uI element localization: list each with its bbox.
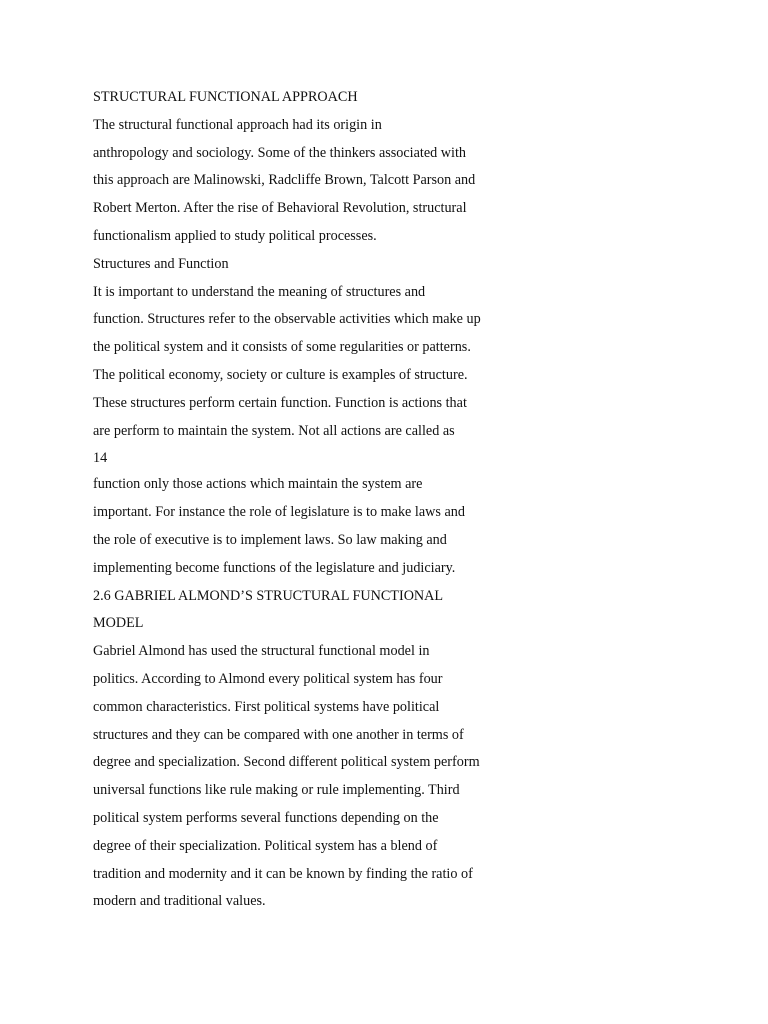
- paragraph-line: The structural functional approach had its origin in: [93, 116, 382, 133]
- paragraph-line: function. Structures refer to the observable activities which make up: [93, 311, 481, 328]
- paragraph-line: political system performs several functions depending on the: [93, 809, 439, 826]
- paragraph-line: the role of executive is to implement laws. So law making and: [93, 531, 447, 548]
- paragraph-line: modern and traditional values.: [93, 893, 266, 910]
- paragraph-line: function only those actions which maintain the system are: [93, 476, 423, 493]
- page-number: 14: [93, 450, 108, 467]
- paragraph-line: the political system and it consists of some regularities or patterns.: [93, 339, 471, 356]
- section-heading: MODEL: [93, 615, 144, 632]
- paragraph-line: degree and specialization. Second different political system perform: [93, 754, 480, 771]
- paragraph-line: These structures perform certain function. Function is actions that: [93, 394, 467, 411]
- paragraph-line: important. For instance the role of legislature is to make laws and: [93, 504, 465, 521]
- paragraph-line: politics. According to Almond every political system has four: [93, 670, 443, 687]
- paragraph-line: degree of their specialization. Political system has a blend of: [93, 837, 438, 854]
- paragraph-line: Gabriel Almond has used the structural functional model in: [93, 643, 430, 660]
- paragraph-line: this approach are Malinowski, Radcliffe Brown, Talcott Parson and: [93, 172, 476, 189]
- paragraph-line: structures and they can be compared with one another in terms of: [93, 726, 464, 743]
- paragraph-line: anthropology and sociology. Some of the thinkers associated with: [93, 144, 467, 161]
- document-body: [93, 84, 533, 916]
- paragraph-line: are perform to maintain the system. Not all actions are called as: [93, 422, 455, 439]
- paragraph-line: tradition and modernity and it can be known by finding the ratio of: [93, 865, 473, 882]
- paragraph-line: The political economy, society or culture is examples of structure.: [93, 366, 468, 383]
- paragraph-line: universal functions like rule making or rule implementing. Third: [93, 782, 460, 799]
- paragraph-line: functionalism applied to study political processes.: [93, 227, 377, 244]
- paragraph-line: implementing become functions of the legislature and judiciary.: [93, 559, 456, 576]
- paragraph-line: Robert Merton. After the rise of Behavioral Revolution, structural: [93, 200, 467, 217]
- paragraph-line: common characteristics. First political systems have political: [93, 698, 440, 715]
- paragraph-line: It is important to understand the meaning of structures and: [93, 283, 426, 300]
- section-heading: 2.6 GABRIEL ALMOND’S STRUCTURAL FUNCTIONAL: [93, 587, 444, 604]
- subheading: Structures and Function: [93, 255, 229, 272]
- section-heading: STRUCTURAL FUNCTIONAL APPROACH: [93, 89, 358, 105]
